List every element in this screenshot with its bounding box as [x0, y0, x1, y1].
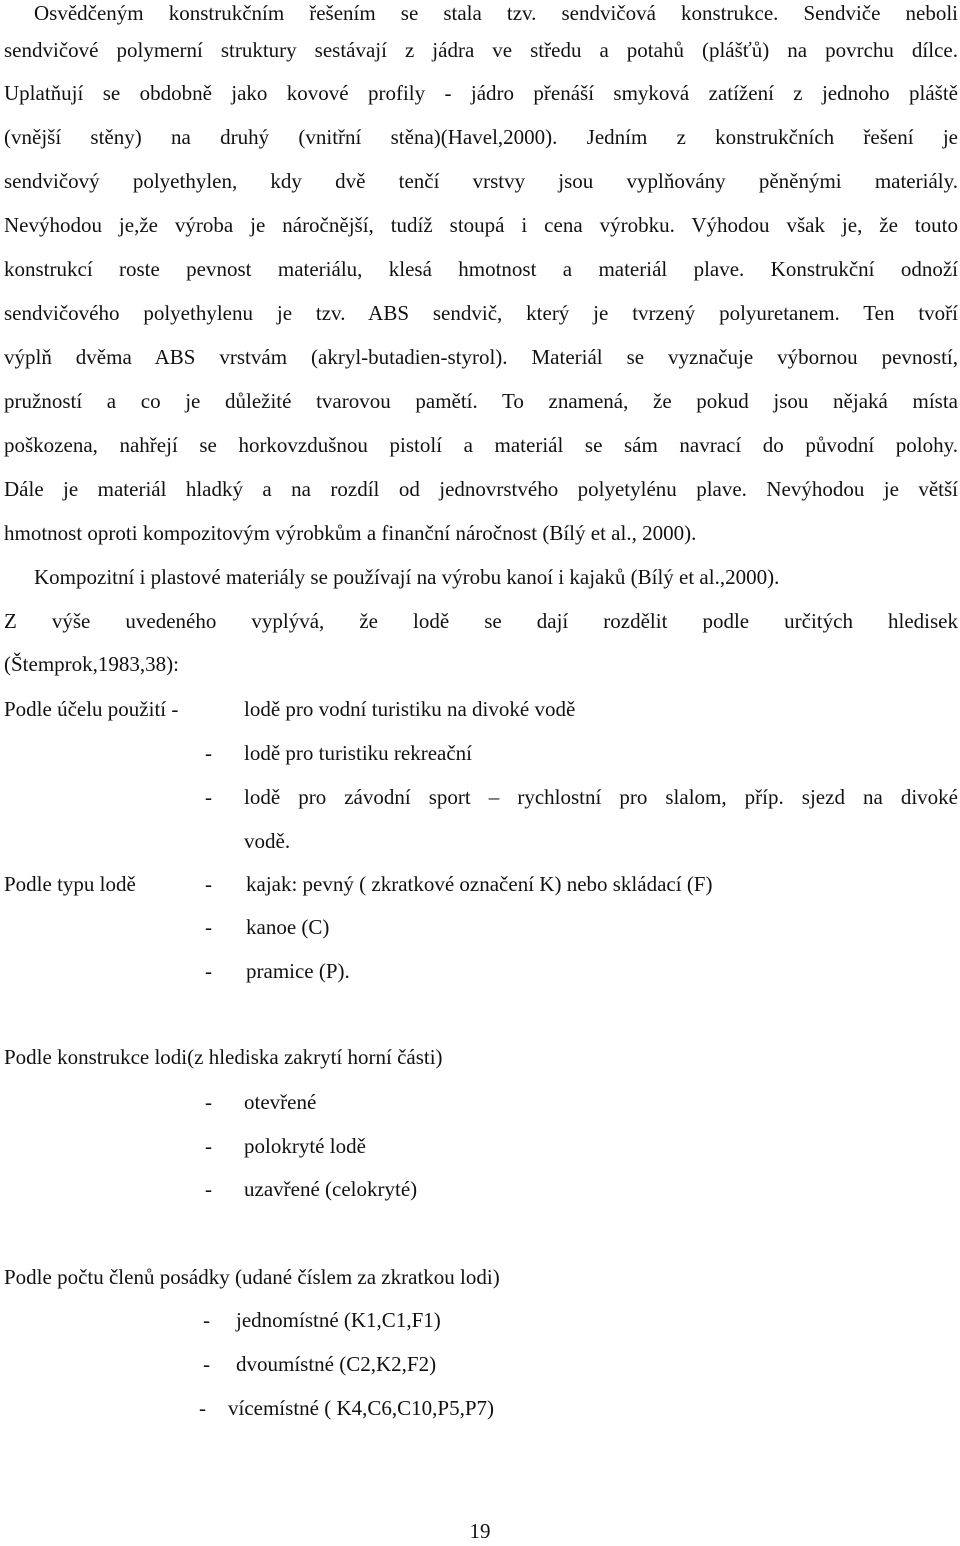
page-number: 19	[469, 1519, 491, 1543]
list-item: lodě pro turistiku rekreační	[244, 741, 473, 765]
list-dash: -	[205, 915, 212, 939]
paragraph-line: sendvičové polymerní struktury sestávají z jádra ve středu a potahů (plášťů) na povrchu dílce.	[4, 38, 958, 62]
list-dash: -	[205, 785, 212, 809]
list-dash: -	[205, 1134, 212, 1158]
list-label: Podle účelu použití -	[4, 697, 179, 721]
paragraph-line: Nevýhodou je,že výroba je náročnější, tudíž stoupá i cena výrobku. Výhodou však je, že touto	[4, 213, 958, 237]
list-item: uzavřené (celokryté)	[244, 1177, 418, 1201]
paragraph-line: (Štemprok,1983,38):	[4, 652, 179, 676]
paragraph-line: poškozena, nahřejí se horkovzdušnou pistolí a materiál se sám navrací do původní polohy.	[4, 433, 958, 457]
paragraph-line: sendvičového polyethylenu je tzv. ABS sendvič, který je tvrzený polyuretanem. Ten tvoří	[4, 301, 958, 325]
list-dash: -	[205, 1090, 212, 1114]
list-item: vícemístné ( K4,C6,C10,P5,P7)	[228, 1396, 494, 1420]
list-dash: -	[205, 741, 212, 765]
paragraph-line: výplň dvěma ABS vrstvám (akryl-butadien-styrol). Materiál se vyznačuje výbornou pevností,	[4, 345, 958, 369]
list-label: Podle typu lodě	[4, 872, 136, 896]
list-item: jednomístné (K1,C1,F1)	[236, 1308, 441, 1332]
list-label: Podle počtu členů posádky (udané číslem za zkratkou lodi)	[4, 1265, 500, 1289]
list-item: otevřené	[244, 1090, 317, 1114]
list-dash: -	[205, 959, 212, 983]
paragraph-line: Uplatňují se obdobně jako kovové profily - jádro přenáší smyková zatížení z jednoho pláště	[4, 81, 958, 105]
list-dash: -	[203, 1352, 210, 1376]
list-label: Podle konstrukce lodi(z hlediska zakrytí horní části)	[4, 1045, 443, 1069]
list-dash: -	[205, 872, 212, 896]
list-item: polokryté lodě	[244, 1134, 366, 1158]
list-dash: -	[205, 1177, 212, 1201]
paragraph-line: sendvičový polyethylen, kdy dvě tenčí vrstvy jsou vyplňovány pěněnými materiály.	[4, 169, 958, 193]
list-item: lodě pro vodní turistiku na divoké vodě	[244, 697, 576, 721]
list-item-continuation: vodě.	[244, 829, 291, 853]
paragraph-line: Z výše uvedeného vyplývá, že lodě se dají rozdělit podle určitých hledisek	[4, 609, 958, 633]
list-item: dvoumístné (C2,K2,F2)	[236, 1352, 437, 1376]
paragraph-line: konstrukcí roste pevnost materiálu, klesá hmotnost a materiál plave. Konstrukční odnoží	[4, 257, 958, 281]
paragraph-line: (vnější stěny) na druhý (vnitřní stěna)(Havel,2000). Jedním z konstrukčních řešení je	[4, 125, 958, 149]
paragraph-composite-materials: Kompozitní i plastové materiály se používají na výrobu kanoí i kajaků (Bílý et al.,2000).	[34, 565, 780, 589]
list-dash: -	[203, 1308, 210, 1332]
list-item: lodě pro závodní sport – rychlostní pro slalom, příp. sjezd na divoké	[244, 785, 958, 809]
paragraph-line: Dále je materiál hladký a na rozdíl od jednovrstvého polyetylénu plave. Nevýhodou je větší	[4, 477, 958, 501]
list-dash: -	[199, 1396, 206, 1420]
paragraph-line: Osvědčeným konstrukčním řešením se stala tzv. sendvičová konstrukce. Sendviče neboli	[34, 1, 958, 25]
list-item: kajak: pevný ( zkratkové označení K) nebo skládací (F)	[246, 872, 713, 896]
paragraph-line: hmotnost oproti kompozitovým výrobkům a finanční náročnost (Bílý et al., 2000).	[4, 521, 697, 545]
list-item: pramice (P).	[246, 959, 350, 983]
paragraph-line: pružností a co je důležité tvarovou pamětí. To znamená, že pokud jsou nějaká místa	[4, 389, 958, 413]
list-item: kanoe (C)	[246, 915, 330, 939]
